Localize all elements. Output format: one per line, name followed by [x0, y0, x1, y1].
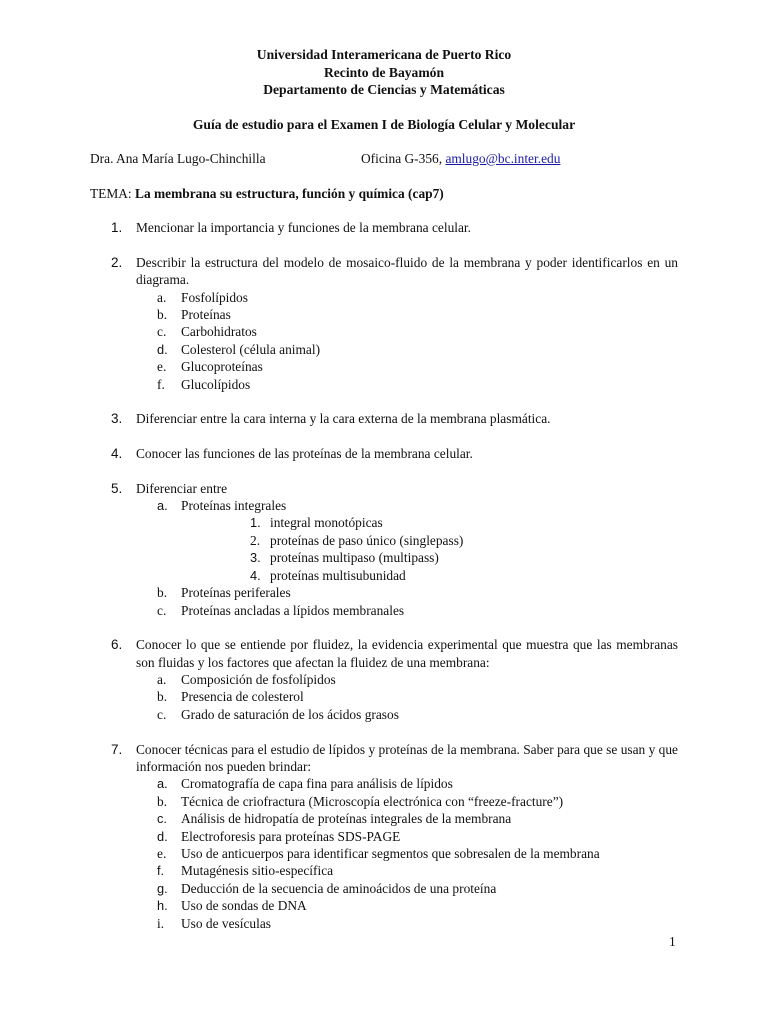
study-item-5 [0, 480, 768, 619]
item-number: 5. [111, 480, 123, 496]
nested-list-item [0, 549, 768, 566]
list-item-text: Composición de fosfolípidos [181, 672, 336, 688]
list-item [0, 810, 768, 827]
list-item-text: proteínas de paso único (singlepass) [270, 532, 464, 548]
list-item-text: Uso de sondas de DNA [181, 898, 307, 914]
list-marker: f. [157, 863, 165, 879]
item-text: Diferenciar entre la cara interna y la cara externa de la membrana plasmática. [136, 411, 551, 427]
list-item [0, 915, 768, 932]
list-marker: b. [157, 793, 168, 809]
document-header [0, 46, 768, 99]
list-item [0, 376, 768, 393]
list-item [0, 289, 768, 306]
list-item [0, 862, 768, 879]
study-item-4 [0, 445, 768, 462]
item-number: 2. [111, 254, 123, 270]
sub-list [0, 289, 768, 393]
page-number: 1 [669, 934, 676, 949]
list-item-text: Proteínas integrales [181, 498, 287, 514]
sub-list [0, 775, 768, 932]
list-item-text: Presencia de colesterol [181, 689, 304, 705]
list-marker: e. [157, 845, 167, 861]
list-marker: d. [157, 828, 168, 844]
list-marker: c. [157, 706, 167, 722]
list-item-text: Carbohidratos [181, 324, 257, 340]
list-item-text: Fosfolípidos [181, 289, 248, 305]
list-item-text: integral monotópicas [270, 515, 383, 531]
list-item [0, 775, 768, 792]
nested-list-item [0, 514, 768, 531]
item-number: 3. [111, 411, 123, 427]
list-item [0, 671, 768, 688]
list-item [0, 602, 768, 619]
study-items [0, 219, 768, 949]
list-marker: c. [157, 811, 167, 827]
item-text: Conocer las funciones de las proteínas de la membrana celular. [136, 445, 473, 461]
campus-name: Recinto de Bayamón [323, 64, 445, 80]
list-item [0, 897, 768, 914]
list-marker: g. [157, 880, 168, 896]
list-marker: a. [157, 672, 167, 688]
list-item [0, 497, 768, 514]
nested-list-item [0, 532, 768, 549]
list-item-text: Proteínas ancladas a lípidos membranales [181, 602, 405, 618]
list-marker: e. [157, 359, 167, 375]
study-item-1 [0, 219, 768, 236]
sub-list [0, 671, 768, 723]
list-item-text: Colesterol (célula animal) [181, 341, 321, 357]
list-item-text: Uso de vesículas [181, 915, 271, 931]
list-marker: c. [157, 602, 167, 618]
list-marker: i. [157, 915, 165, 931]
list-marker: a. [157, 498, 168, 514]
item-text: Diferenciar entre [136, 480, 228, 496]
list-item [0, 688, 768, 705]
item-text: Describir la estructura del modelo de mosaico-fluido de la membrana y poder identificarlos en un diagrama. [136, 254, 678, 288]
list-marker: c. [157, 324, 167, 340]
list-item [0, 584, 768, 601]
list-item-text: Grado de saturación de los ácidos grasos [181, 706, 399, 722]
list-item-text: Mutagénesis sitio-específica [181, 863, 334, 879]
author-name: Dra. Ana María Lugo-Chinchilla [90, 151, 266, 166]
item-number: 7. [111, 741, 123, 757]
list-item-text: Glucolípidos [181, 376, 251, 392]
list-item-text: proteínas multipaso (multipass) [270, 550, 439, 566]
item-text: Conocer técnicas para el estudio de lípidos y proteínas de la membrana. Saber para que se usan y que información nos pueden brindar: [136, 741, 678, 774]
list-item-text: Glucoproteínas [181, 359, 263, 375]
study-item-6 [0, 636, 768, 723]
list-marker: b. [157, 689, 168, 705]
list-marker: f. [157, 376, 165, 392]
study-item-7 [0, 741, 768, 932]
item-number: 4. [111, 445, 123, 461]
list-marker: a. [157, 776, 168, 792]
list-item [0, 828, 768, 845]
university-name: Universidad Interamericana de Puerto Rico [256, 47, 512, 62]
list-marker: h. [157, 898, 168, 914]
sub-list [0, 584, 768, 619]
list-item [0, 793, 768, 810]
list-item-text: Cromatografía de capa fina para análisis de lípidos [181, 776, 453, 792]
list-item-text: Análisis de hidropatía de proteínas integrales de la membrana [181, 811, 512, 827]
department-name: Departamento de Ciencias y Matemáticas [263, 82, 505, 97]
nested-list-item [0, 567, 768, 584]
list-item-text: Técnica de criofractura (Microscopía electrónica con “freeze-fracture”) [181, 793, 564, 809]
item-number: 6. [111, 637, 123, 653]
topic-line [90, 185, 690, 202]
list-item-text: Proteínas [181, 306, 231, 322]
nested-list [0, 514, 768, 584]
guide-title: Guía de estudio para el Examen I de Biología Celular y Molecular [192, 117, 576, 132]
list-item-text: proteínas multisubunidad [270, 567, 406, 583]
list-item [0, 358, 768, 375]
list-marker: 3. [250, 550, 261, 566]
list-item-text: Electroforesis para proteínas SDS-PAGE [181, 828, 401, 844]
study-item-2 [0, 254, 768, 393]
list-marker: 1. [250, 515, 261, 531]
office-info [361, 150, 560, 167]
list-item [0, 306, 768, 323]
office-number: Oficina G-356, [361, 151, 443, 166]
list-item [0, 880, 768, 897]
list-item-text: Proteínas periferales [181, 585, 291, 601]
item-text: Mencionar la importancia y funciones de la membrana celular. [136, 220, 472, 235]
list-marker: 4. [250, 567, 261, 583]
list-item-text: Deducción de la secuencia de aminoácidos de una proteína [181, 880, 497, 896]
list-marker: d. [157, 341, 168, 357]
list-marker: 2. [250, 532, 261, 548]
topic-title: La membrana su estructura, función y química (cap7) [135, 186, 444, 201]
list-item [0, 323, 768, 340]
list-item [0, 341, 768, 358]
list-marker: a. [157, 289, 167, 305]
study-item-3 [0, 410, 768, 427]
list-marker: b. [157, 585, 168, 601]
item-text: Conocer lo que se entiende por fluidez, la evidencia experimental que muestra que las membranas son fluidas y los factores que afectan la fluidez de una membrana: [136, 637, 678, 670]
sub-list [0, 497, 768, 514]
list-marker: b. [157, 306, 168, 322]
email-link[interactable]: amlugo@bc.inter.edu [445, 151, 561, 166]
list-item-text: Uso de anticuerpos para identificar segmentos que sobresalen de la membrana [181, 845, 600, 861]
topic-label: TEMA: [90, 186, 132, 201]
list-item [0, 706, 768, 723]
item-number: 1. [111, 220, 123, 235]
list-item [0, 845, 768, 862]
